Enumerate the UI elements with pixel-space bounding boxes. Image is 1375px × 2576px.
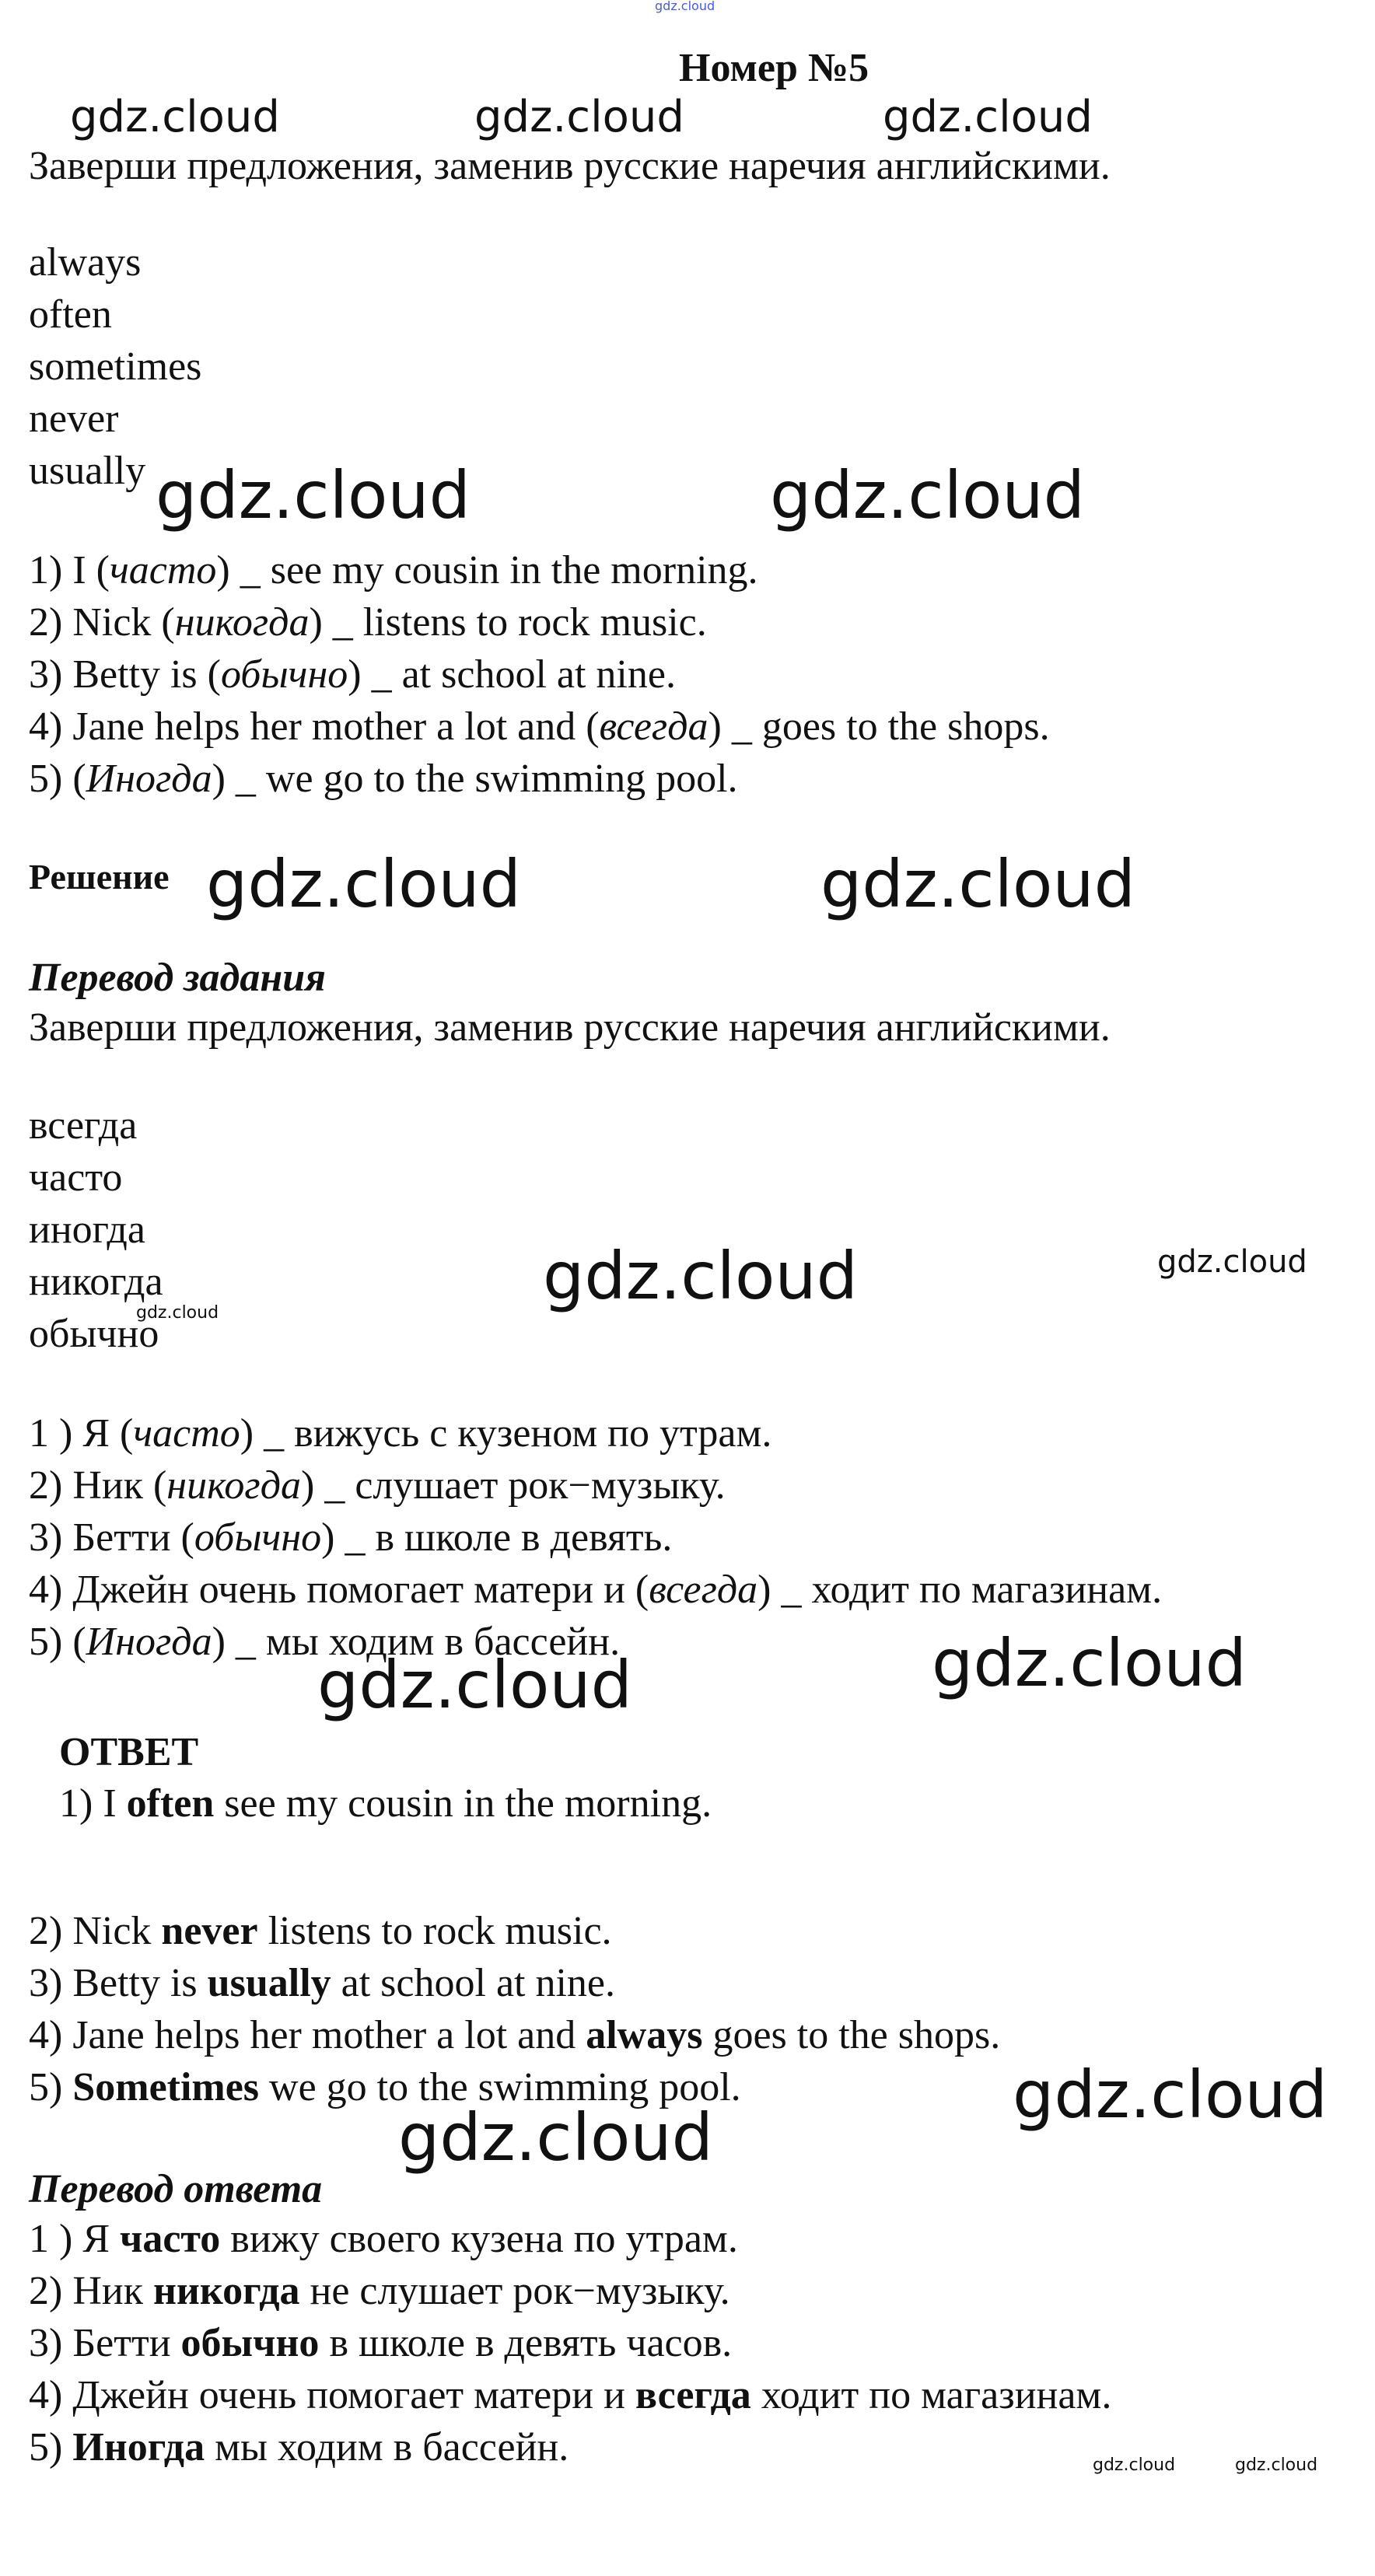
watermark: gdz.cloud [820, 846, 1135, 922]
adverb-item: often [29, 292, 112, 337]
task-instruction: Заверши предложения, заменив русские наречия английскими. [29, 144, 1111, 188]
watermark: gdz.cloud [1235, 2455, 1318, 2475]
answer-translation-sentence: 2) Ник никогда не слушает рок−музыку. [29, 2269, 730, 2313]
watermark: gdz.cloud [398, 2099, 713, 2176]
watermark: gdz.cloud [70, 92, 280, 142]
page-title: Номер №5 [679, 46, 869, 90]
answer-sentence: 3) Betty is usually at school at nine. [29, 1961, 616, 2005]
solution-heading: Решение [29, 857, 170, 897]
watermark: gdz.cloud [770, 457, 1085, 533]
task-sentence: 5) (Иногда) _ we go to the swimming pool. [29, 757, 738, 801]
watermark: gdz.cloud [136, 1303, 219, 1323]
task-sentence: 2) Nick (никогда) _ listens to rock music. [29, 600, 707, 645]
adverb-item: sometimes [29, 344, 202, 389]
answer-heading: ОТВЕТ [59, 1730, 199, 1774]
watermark: gdz.cloud [156, 457, 471, 533]
answer-sentence: 2) Nick never listens to rock music. [29, 1909, 612, 1953]
adverb-translation: иногда [29, 1208, 145, 1252]
watermark: gdz.cloud [543, 1238, 858, 1314]
answer-translation-heading: Перевод ответа [29, 2167, 323, 2211]
task-sentence: 1) I (часто) _ see my cousin in the morning. [29, 548, 758, 592]
answer-translation-sentence: 4) Джейн очень помогает матери и всегда ходит по магазинам. [29, 2373, 1112, 2417]
translation-instruction: Заверши предложения, заменив русские наречия английскими. [29, 1005, 1111, 1050]
answer-translation-sentence: 1 ) Я часто вижу своего кузена по утрам. [29, 2217, 738, 2261]
watermark: gdz.cloud [1157, 1244, 1307, 1280]
translation-sentence: 1 ) Я (часто) _ вижусь с кузеном по утрам. [29, 1411, 772, 1456]
translation-heading: Перевод задания [29, 956, 326, 1000]
watermark-top-tiny: gdz.cloud [655, 0, 715, 13]
watermark: gdz.cloud [1093, 2455, 1176, 2475]
adverb-item: always [29, 240, 142, 285]
watermark: gdz.cloud [474, 92, 684, 142]
watermark: gdz.cloud [932, 1625, 1247, 1701]
task-sentence: 4) Jane helps her mother a lot and (всегда) _ goes to the shops. [29, 704, 1050, 749]
adverb-item: usually [29, 449, 146, 493]
adverb-translation: часто [29, 1155, 123, 1200]
task-sentence: 3) Betty is (обычно) _ at school at nine. [29, 652, 676, 697]
answer-sentence: 1) I often see my cousin in the morning. [59, 1781, 712, 1826]
watermark: gdz.cloud [317, 1647, 632, 1723]
adverb-translation: никогда [29, 1260, 163, 1304]
translation-sentence: 4) Джейн очень помогает матери и (всегда) _ ходит по магазинам. [29, 1568, 1163, 1612]
adverb-translation: обычно [29, 1312, 159, 1356]
answer-translation-sentence: 5) Иногда мы ходим в бассейн. [29, 2425, 569, 2469]
answer-sentence: 4) Jane helps her mother a lot and always goes to the shops. [29, 2013, 1001, 2057]
adverb-item: never [29, 397, 119, 441]
watermark: gdz.cloud [206, 846, 521, 922]
translation-sentence: 2) Ник (никогда) _ слушает рок−музыку. [29, 1463, 726, 1508]
answer-sentence: 5) Sometimes we go to the swimming pool. [29, 2065, 741, 2109]
watermark: gdz.cloud [883, 92, 1093, 142]
adverb-translation: всегда [29, 1103, 138, 1148]
watermark: gdz.cloud [1013, 2057, 1328, 2133]
translation-sentence: 3) Бетти (обычно) _ в школе в девять. [29, 1515, 673, 1560]
translation-sentence: 5) (Иногда) _ мы ходим в бассейн. [29, 1620, 621, 1664]
answer-translation-sentence: 3) Бетти обычно в школе в девять часов. [29, 2321, 733, 2365]
